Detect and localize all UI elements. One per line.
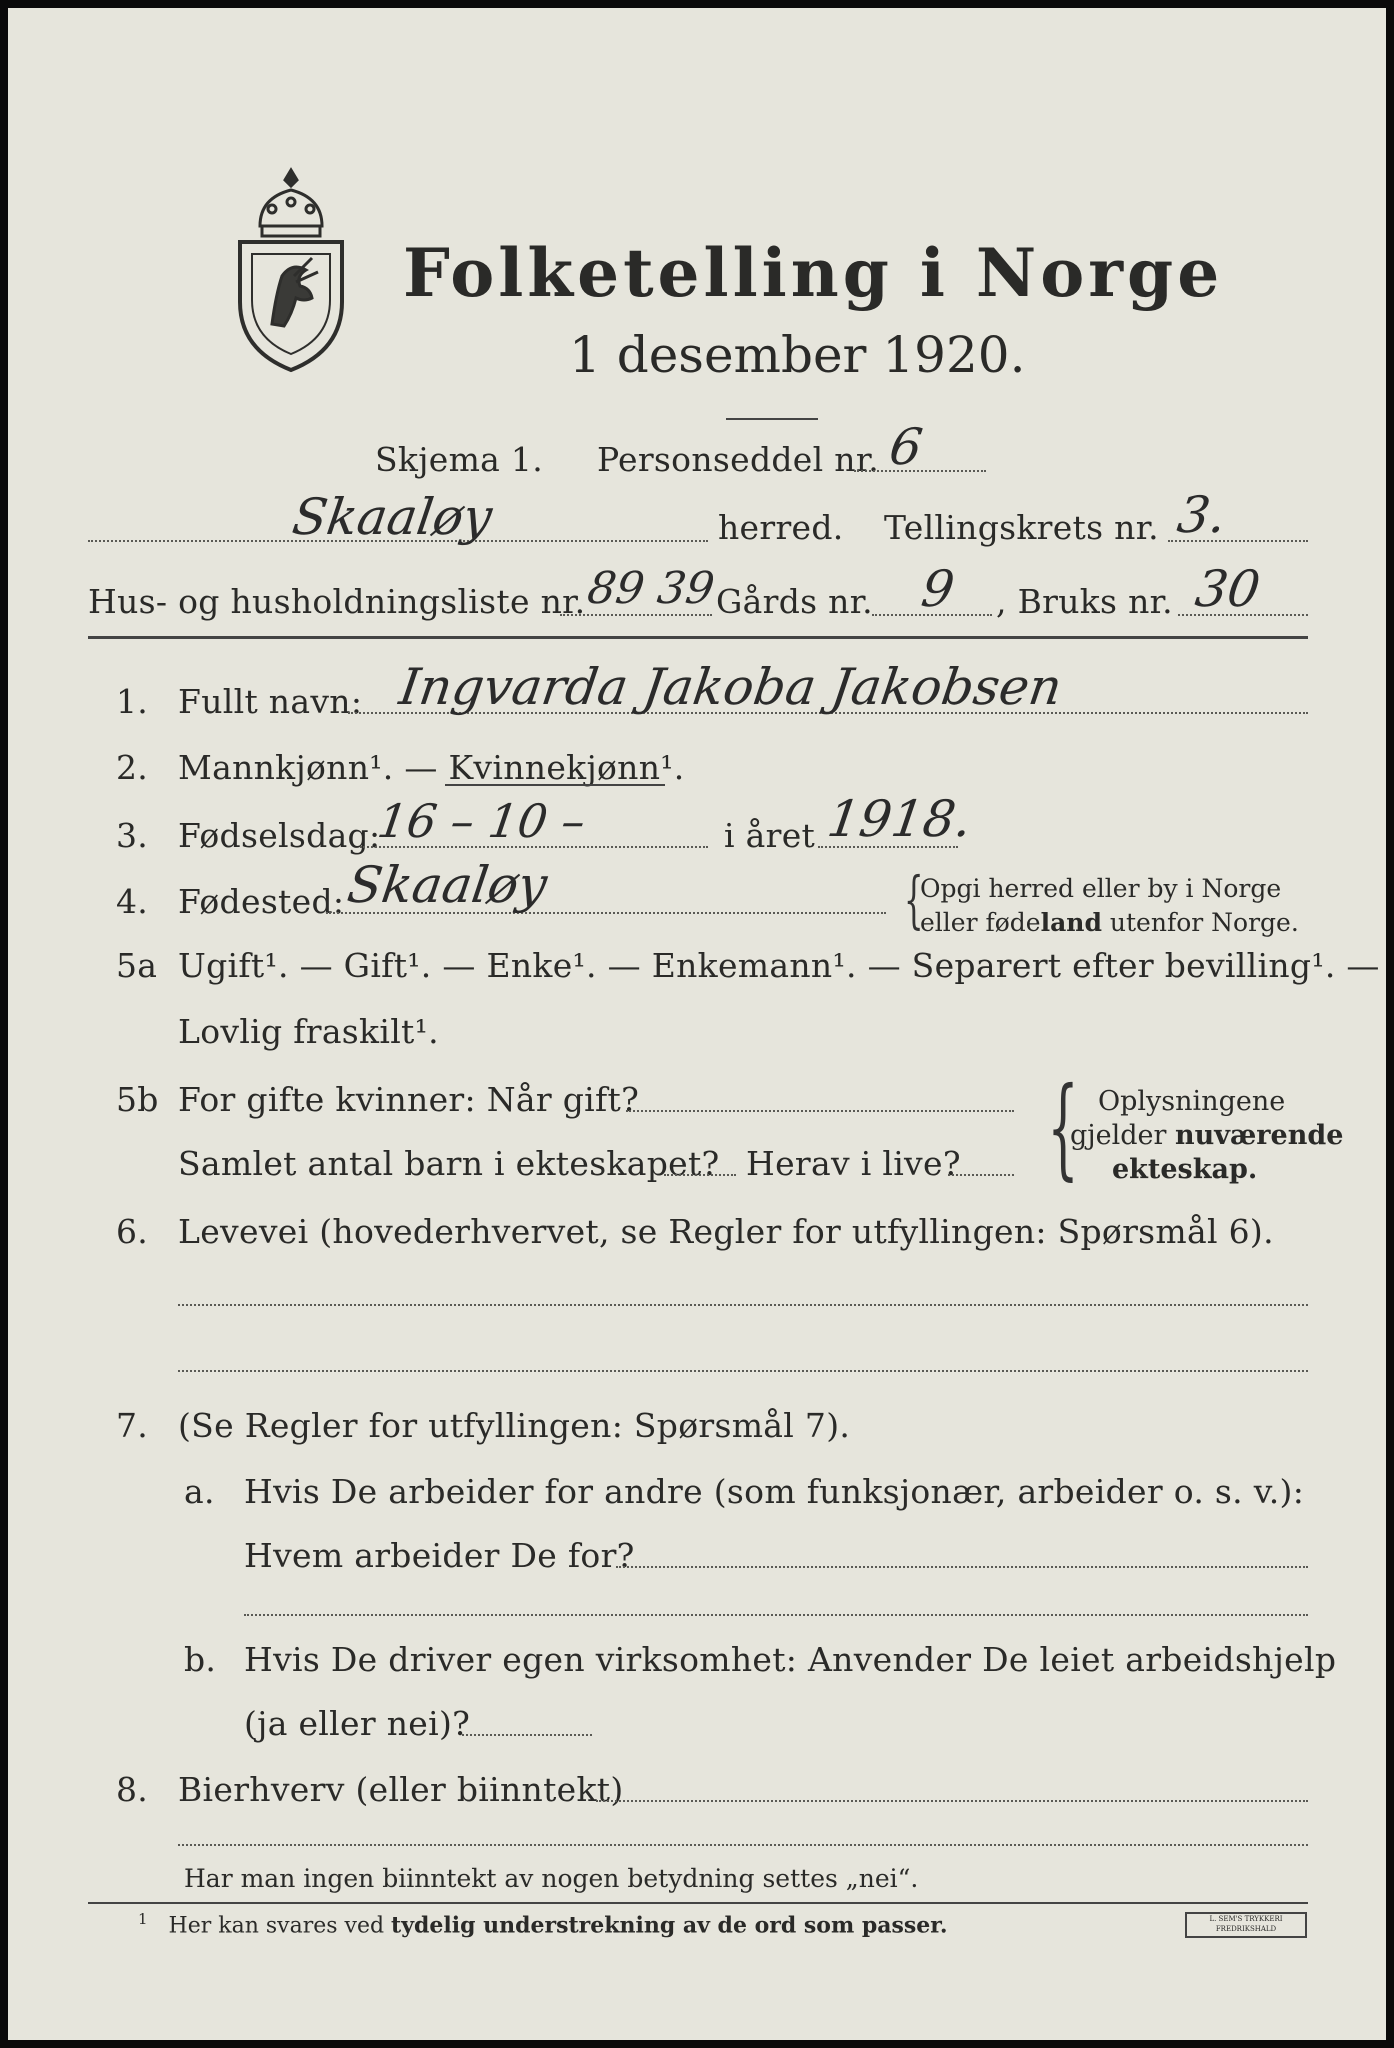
birthday-label: Fødselsdag:: [178, 816, 381, 855]
kvinnekjonn-underline: [445, 784, 665, 786]
printer-stamp: L. SEM'S TRYKKERI FREDRIKSHALD: [1185, 1912, 1307, 1938]
gards-label: Gårds nr.: [716, 582, 873, 621]
year-label: i året: [724, 816, 816, 855]
occupation-line-2[interactable]: [178, 1370, 1308, 1372]
q1-number: 1.: [116, 682, 149, 721]
husliste-label: Hus- og husholdningsliste nr.: [88, 582, 586, 621]
q7b-line1: Hvis De driver egen virksomhet: Anvender De leiet arbeidshjelp: [244, 1640, 1337, 1679]
hired-help-field[interactable]: [462, 1734, 592, 1736]
birthplace-note-line2: eller fødeland utenfor Norge.: [920, 908, 1299, 937]
birthday-value[interactable]: 16 – 10 –: [374, 794, 589, 848]
q7b-line2: (ja eller nei)?: [244, 1704, 471, 1743]
birth-year-value[interactable]: 1918.: [823, 790, 976, 848]
q8-number: 8.: [116, 1770, 149, 1809]
herred-value[interactable]: Skaaløy: [288, 488, 496, 546]
q7b-number: b.: [184, 1640, 217, 1679]
side-income-note: Har man ingen biinntekt av nogen betydning settes „nei“.: [184, 1864, 919, 1893]
full-name-value[interactable]: Ingvarda Jakoba Jakobsen: [395, 658, 1066, 716]
title-divider: [726, 418, 818, 420]
census-form-page: Folketelling i Norge 1 desember 1920. Skjema 1. Personseddel nr. 6 Skaaløy herred. Tellingskrets nr. 3. Hus- og husholdningsliste nr. 89 39 Gårds nr. 9 , Bruks nr. 30 1. Fullt navn: Ingvarda Jakoba Jakobsen 2. Mannkjønn¹. — Kvinnekjønn¹. 3. Fødselsdag: 16 – 10 – i året 1918. 4. Fødested: Skaaløy { Opgi herred eller by i Norge eller fødeland utenfor Norge. 5a Ugift¹. — Gift¹. — Enke¹. — Enkemann¹. — Separert efter bevilling¹. — Lovlig fraskilt¹. 5b For gifte kvinner: Når gift? Samlet antal barn i ekteskapet? Herav i live? { Oplysningene gjelder nuværende ekteskap. 6. Levevei (hovederhvervet, se Regler for utfyllingen: Spørsmål 6). 7. (Se Regler for utfyllingen: Spørsmål 7). a. Hvis De arbeider for andre (som funksjonær, arbeider o. s. v.): Hvem arbeider De for? b. Hvis De driver egen virksomhet: Anvender De leiet arbeidshjelp (ja eller nei)? 8. Bierhverv (eller biinntekt) Har man ingen biinntekt av nogen betydning settes „nei“. $^1$ Her kan svares ved tydelig understrekning av de ord som passer. L. SEM'S TRYKKERI FREDRIKSHALD: [8, 8, 1386, 2040]
employer-field[interactable]: [616, 1566, 1308, 1568]
q7-label: (Se Regler for utfyllingen: Spørsmål 7).: [178, 1406, 851, 1445]
occupation-line-1[interactable]: [178, 1304, 1308, 1306]
full-name-label: Fullt navn:: [178, 682, 363, 721]
q7a-number: a.: [184, 1472, 215, 1511]
footnote-text: $^1$ Her kan svares ved tydelig understrekning av de ord som passer.: [138, 1910, 948, 1939]
occupation-label: Levevei (hovederhvervet, se Regler for utfyllingen: Spørsmål 6).: [178, 1212, 1274, 1251]
coat-of-arms-icon: [232, 164, 350, 374]
tellingskrets-value[interactable]: 3.: [1173, 486, 1230, 544]
side-income-field-2[interactable]: [178, 1844, 1308, 1846]
tellingskrets-label: Tellingskrets nr.: [884, 508, 1159, 547]
bruks-label: , Bruks nr.: [996, 582, 1173, 621]
marriage-note-line1: Oplysningene: [1098, 1086, 1286, 1117]
bruks-value[interactable]: 30: [1191, 560, 1264, 618]
q7a-line1: Hvis De arbeider for andre (som funksjonær, arbeider o. s. v.):: [244, 1472, 1305, 1511]
q3-number: 3.: [116, 816, 149, 855]
sex-label: Mannkjønn¹. — Kvinnekjønn¹.: [178, 748, 685, 787]
side-income-label: Bierhverv (eller biinntekt): [178, 1770, 624, 1809]
personseddel-value[interactable]: 6: [885, 418, 926, 476]
census-date: 1 desember 1920.: [569, 326, 1026, 384]
birthplace-value[interactable]: Skaaløy: [343, 856, 551, 914]
q6-number: 6.: [116, 1212, 149, 1251]
side-income-field[interactable]: [596, 1800, 1308, 1802]
marriage-note-line2: gjelder nuværende: [1070, 1120, 1344, 1151]
q5a-number: 5a: [116, 946, 158, 985]
herred-label: herred.: [718, 508, 844, 547]
footer-divider: [88, 1902, 1308, 1904]
q7-number: 7.: [116, 1406, 149, 1445]
q5b-number: 5b: [116, 1080, 159, 1119]
marital-status-options: Ugift¹. — Gift¹. — Enke¹. — Enkemann¹. — Separert efter bevilling¹. —: [178, 946, 1380, 985]
employer-field-2[interactable]: [244, 1614, 1308, 1616]
children-alive-label: Herav i live?: [746, 1144, 961, 1183]
form-title: Folketelling i Norge: [403, 234, 1224, 312]
marriage-note-line3: ekteskap.: [1112, 1154, 1258, 1185]
personseddel-label: Personseddel nr.: [597, 440, 880, 479]
marital-status-divorced: Lovlig fraskilt¹.: [178, 1012, 439, 1051]
q4-number: 4.: [116, 882, 149, 921]
q7a-line2: Hvem arbeider De for?: [244, 1536, 635, 1575]
skjema-label: Skjema 1.: [375, 440, 544, 479]
gards-value[interactable]: 9: [917, 560, 958, 618]
husliste-value[interactable]: 89 39: [584, 563, 718, 614]
birthplace-label: Fødested:: [178, 882, 345, 921]
birthplace-note-line1: Opgi herred eller by i Norge: [920, 874, 1282, 903]
married-when-label: For gifte kvinner: Når gift?: [178, 1080, 640, 1119]
q2-number: 2.: [116, 748, 149, 787]
header-divider: [88, 636, 1308, 639]
children-count-label: Samlet antal barn i ekteskapet?: [178, 1144, 720, 1183]
